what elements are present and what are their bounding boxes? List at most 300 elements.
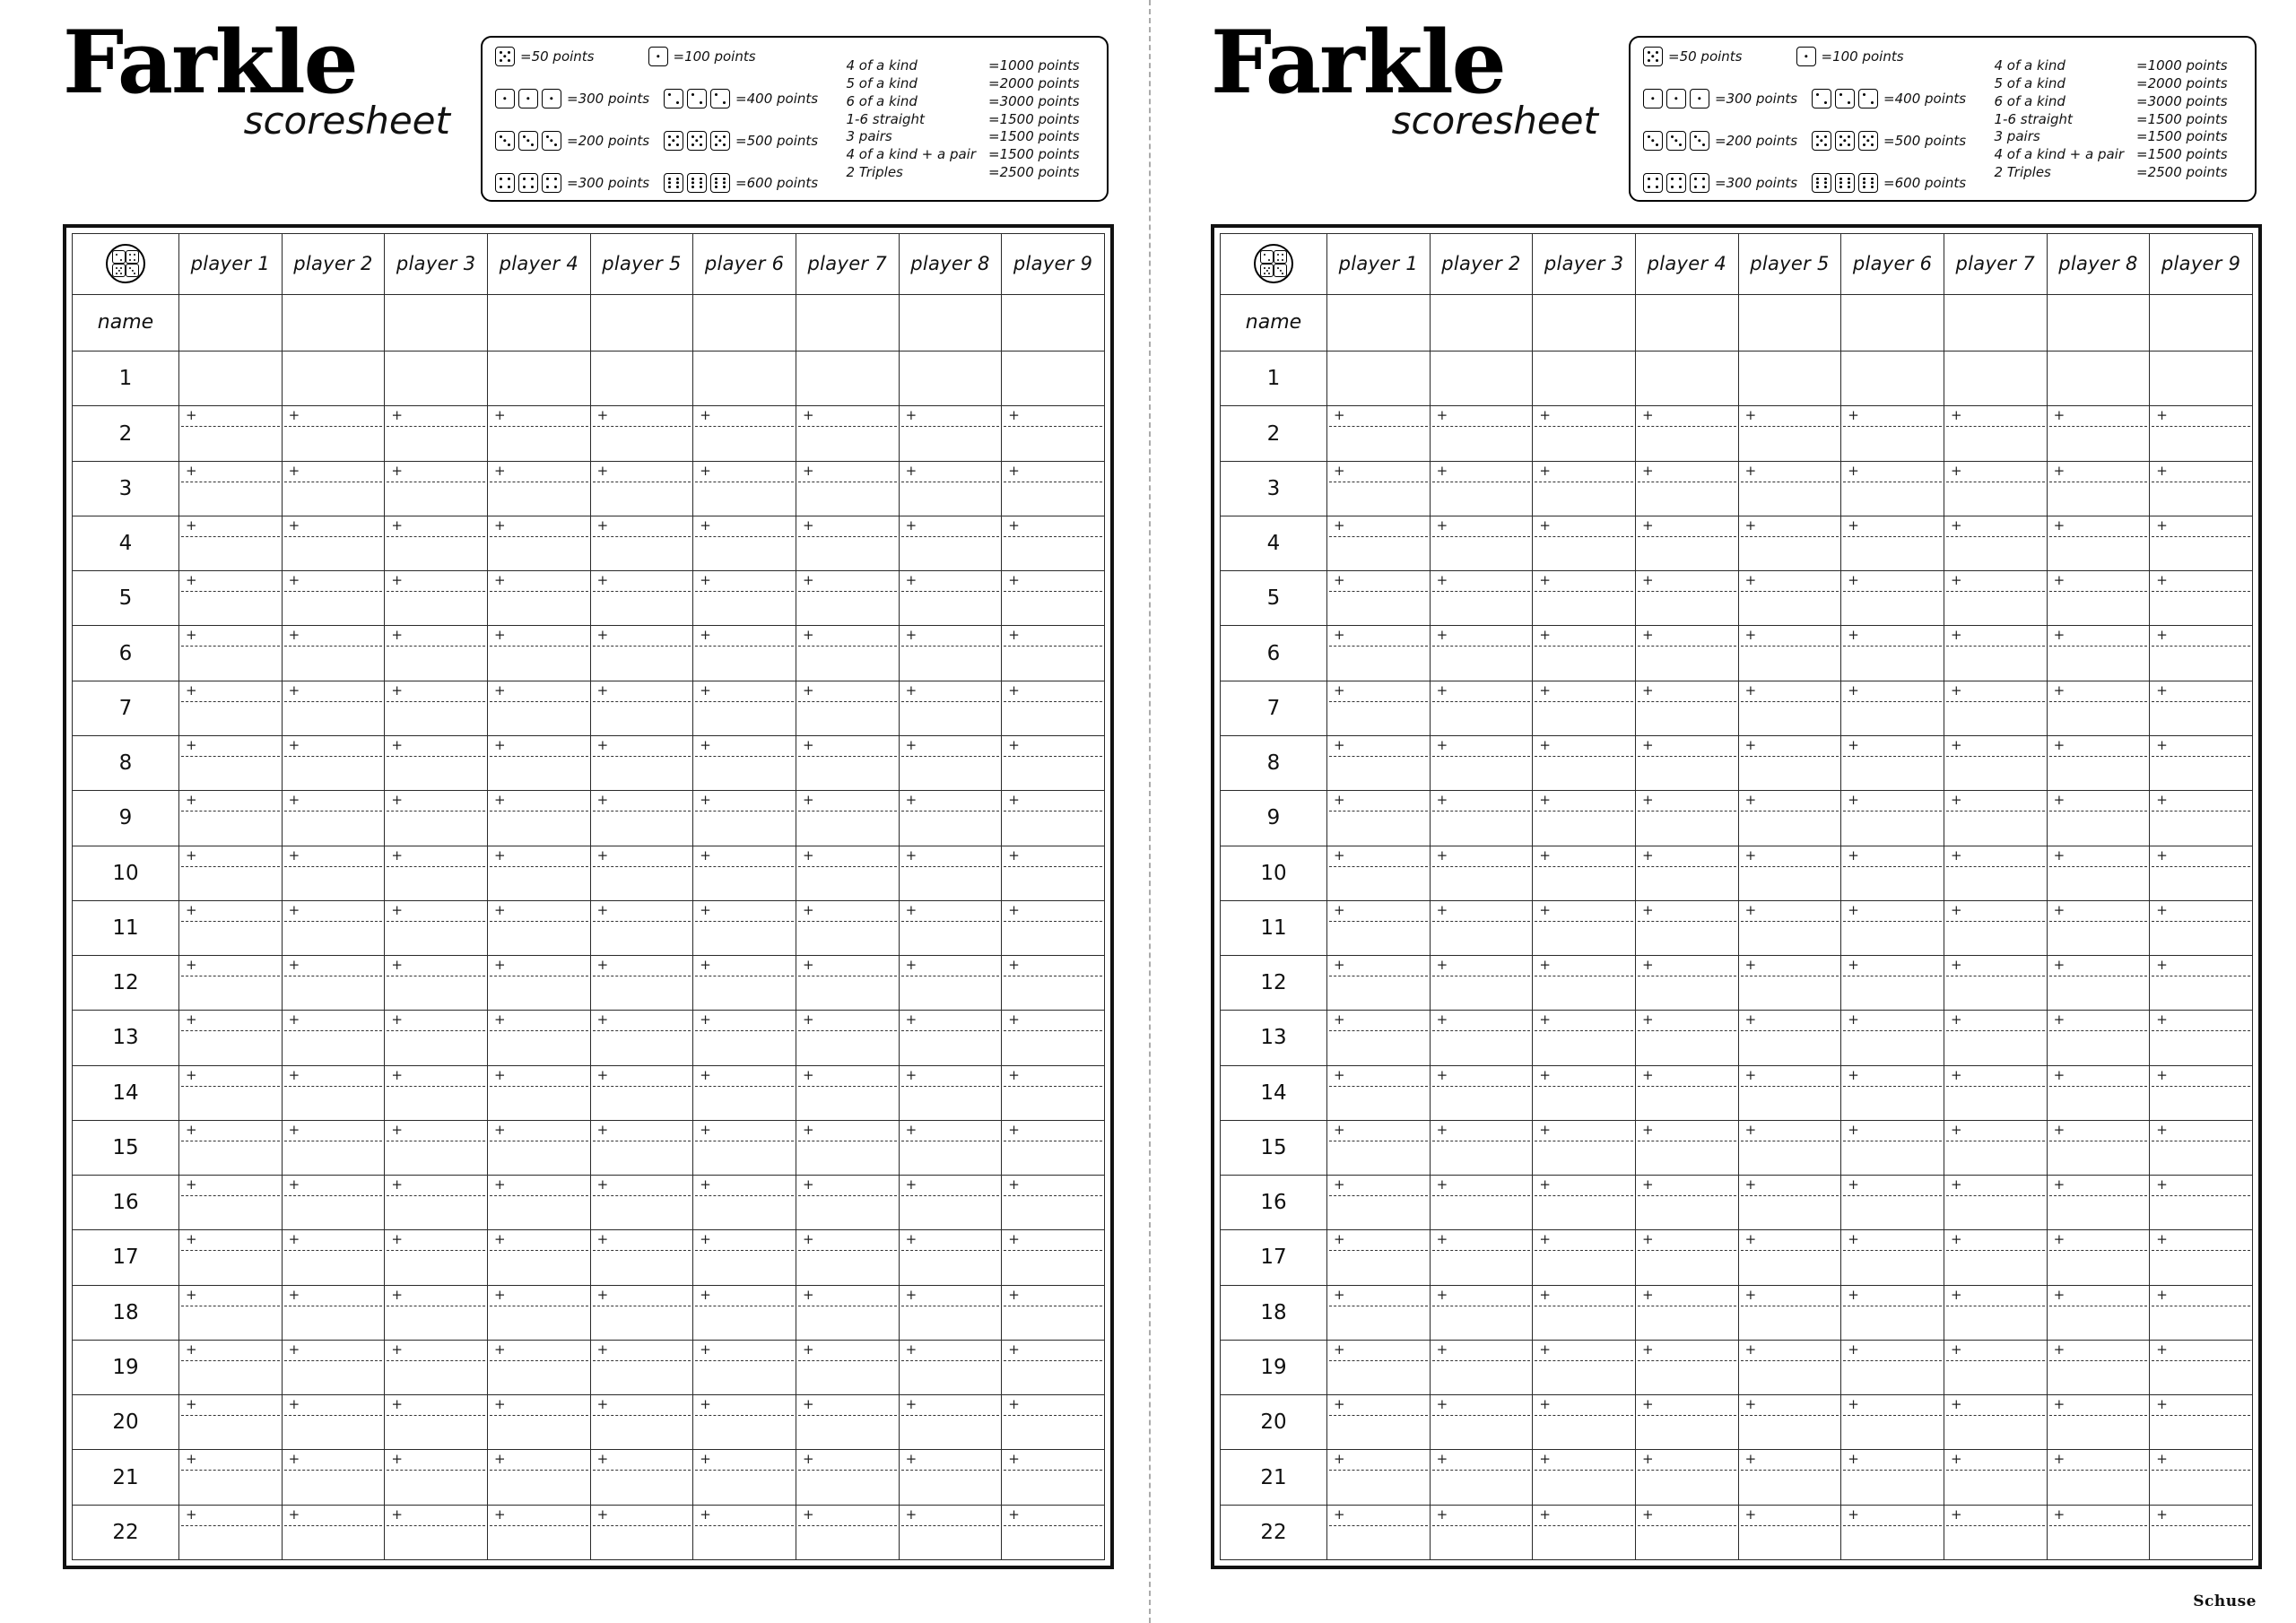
score-cell-r2-p3[interactable]: + [385,406,488,461]
score-cell-r6-p6[interactable]: + [1841,626,1944,681]
score-cell-r18-p7[interactable]: + [796,1285,899,1340]
score-cell-r14-p9[interactable]: + [2150,1065,2253,1120]
score-cell-r22-p6[interactable]: + [1841,1505,1944,1559]
score-cell-r8-p9[interactable]: + [2150,735,2253,790]
score-cell-r6-p5[interactable]: + [590,626,693,681]
score-cell-r4-p8[interactable]: + [2047,516,2150,570]
score-cell-r8-p3[interactable]: + [1533,735,1636,790]
score-cell-r15-p7[interactable]: + [1944,1120,2047,1175]
score-cell-r22-p1[interactable]: + [1327,1505,1431,1559]
score-cell-r7-p5[interactable]: + [590,681,693,735]
score-cell-r5-p9[interactable]: + [1002,571,1105,626]
score-cell-r2-p9[interactable]: + [1002,406,1105,461]
score-cell-r16-p3[interactable]: + [385,1176,488,1230]
score-cell-r11-p1[interactable]: + [1327,900,1431,955]
score-cell-r19-p1[interactable]: + [1327,1340,1431,1394]
score-cell-r12-p7[interactable]: + [796,956,899,1011]
score-cell-r15-p6[interactable]: + [693,1120,796,1175]
score-cell-r12-p5[interactable]: + [1738,956,1841,1011]
score-cell-r13-p6[interactable]: + [1841,1011,1944,1065]
score-cell-r3-p7[interactable]: + [1944,461,2047,516]
score-cell-r6-p1[interactable]: + [1327,626,1431,681]
score-cell-r2-p1[interactable]: + [1327,406,1431,461]
score-cell-r15-p8[interactable]: + [899,1120,1002,1175]
score-cell-r18-p3[interactable]: + [1533,1285,1636,1340]
score-cell-r4-p4[interactable]: + [1635,516,1738,570]
score-cell-r2-p8[interactable]: + [899,406,1002,461]
score-cell-r8-p3[interactable]: + [385,735,488,790]
column-header-player-6[interactable]: player 6 [693,234,796,295]
score-cell-r7-p4[interactable]: + [1635,681,1738,735]
score-cell-r20-p3[interactable]: + [385,1395,488,1450]
score-cell-r3-p2[interactable]: + [1430,461,1533,516]
score-cell-r2-p9[interactable]: + [2150,406,2253,461]
score-cell-r5-p1[interactable]: + [1327,571,1431,626]
score-cell-r16-p8[interactable]: + [899,1176,1002,1230]
column-header-player-1[interactable]: player 1 [1327,234,1431,295]
name-input-cell-player-7[interactable] [796,294,899,351]
score-cell-r5-p6[interactable]: + [1841,571,1944,626]
score-cell-r16-p5[interactable]: + [1738,1176,1841,1230]
score-cell-r10-p5[interactable]: + [590,846,693,900]
score-cell-r2-p6[interactable]: + [1841,406,1944,461]
score-cell-r3-p2[interactable]: + [282,461,385,516]
score-cell-r1-p3[interactable] [1533,352,1636,406]
score-cell-r13-p2[interactable]: + [282,1011,385,1065]
score-cell-r10-p3[interactable]: + [1533,846,1636,900]
score-cell-r14-p2[interactable]: + [1430,1065,1533,1120]
score-cell-r6-p1[interactable]: + [179,626,283,681]
score-cell-r14-p3[interactable]: + [385,1065,488,1120]
score-cell-r15-p3[interactable]: + [1533,1120,1636,1175]
score-cell-r11-p6[interactable]: + [1841,900,1944,955]
column-header-player-9[interactable]: player 9 [2150,234,2253,295]
score-cell-r10-p9[interactable]: + [1002,846,1105,900]
score-cell-r16-p3[interactable]: + [1533,1176,1636,1230]
score-cell-r19-p6[interactable]: + [693,1340,796,1394]
score-cell-r14-p9[interactable]: + [1002,1065,1105,1120]
score-cell-r17-p4[interactable]: + [487,1230,590,1285]
score-cell-r17-p9[interactable]: + [1002,1230,1105,1285]
score-cell-r9-p1[interactable]: + [179,791,283,846]
score-cell-r16-p9[interactable]: + [1002,1176,1105,1230]
score-cell-r1-p5[interactable] [590,352,693,406]
score-cell-r12-p5[interactable]: + [590,956,693,1011]
score-cell-r5-p5[interactable]: + [590,571,693,626]
score-cell-r21-p9[interactable]: + [2150,1450,2253,1505]
score-cell-r22-p3[interactable]: + [1533,1505,1636,1559]
score-cell-r8-p8[interactable]: + [2047,735,2150,790]
score-cell-r7-p6[interactable]: + [693,681,796,735]
score-cell-r16-p5[interactable]: + [590,1176,693,1230]
score-cell-r7-p8[interactable]: + [2047,681,2150,735]
score-cell-r22-p5[interactable]: + [1738,1505,1841,1559]
score-cell-r19-p5[interactable]: + [590,1340,693,1394]
score-cell-r6-p4[interactable]: + [1635,626,1738,681]
score-cell-r4-p1[interactable]: + [179,516,283,570]
score-cell-r9-p8[interactable]: + [899,791,1002,846]
score-cell-r2-p5[interactable]: + [1738,406,1841,461]
column-header-player-4[interactable]: player 4 [1635,234,1738,295]
score-cell-r10-p4[interactable]: + [487,846,590,900]
score-cell-r6-p6[interactable]: + [693,626,796,681]
score-cell-r16-p8[interactable]: + [2047,1176,2150,1230]
score-cell-r21-p4[interactable]: + [1635,1450,1738,1505]
score-cell-r11-p9[interactable]: + [1002,900,1105,955]
score-cell-r22-p4[interactable]: + [1635,1505,1738,1559]
score-cell-r19-p2[interactable]: + [282,1340,385,1394]
score-cell-r7-p7[interactable]: + [796,681,899,735]
score-cell-r19-p2[interactable]: + [1430,1340,1533,1394]
score-cell-r11-p6[interactable]: + [693,900,796,955]
score-cell-r9-p9[interactable]: + [1002,791,1105,846]
score-cell-r8-p8[interactable]: + [899,735,1002,790]
score-cell-r21-p1[interactable]: + [1327,1450,1431,1505]
score-cell-r4-p6[interactable]: + [1841,516,1944,570]
score-cell-r19-p4[interactable]: + [1635,1340,1738,1394]
score-cell-r18-p4[interactable]: + [1635,1285,1738,1340]
score-cell-r2-p1[interactable]: + [179,406,283,461]
name-input-cell-player-7[interactable] [1944,294,2047,351]
score-cell-r1-p1[interactable] [179,352,283,406]
score-cell-r4-p9[interactable]: + [1002,516,1105,570]
score-cell-r13-p9[interactable]: + [2150,1011,2253,1065]
score-cell-r12-p7[interactable]: + [1944,956,2047,1011]
column-header-player-2[interactable]: player 2 [1430,234,1533,295]
score-cell-r15-p6[interactable]: + [1841,1120,1944,1175]
name-input-cell-player-6[interactable] [693,294,796,351]
score-cell-r8-p2[interactable]: + [1430,735,1533,790]
score-cell-r4-p6[interactable]: + [693,516,796,570]
score-cell-r22-p6[interactable]: + [693,1505,796,1559]
score-cell-r11-p2[interactable]: + [1430,900,1533,955]
score-cell-r15-p9[interactable]: + [1002,1120,1105,1175]
score-cell-r10-p1[interactable]: + [1327,846,1431,900]
score-cell-r1-p4[interactable] [1635,352,1738,406]
score-cell-r12-p6[interactable]: + [1841,956,1944,1011]
score-cell-r15-p1[interactable]: + [1327,1120,1431,1175]
score-cell-r10-p1[interactable]: + [179,846,283,900]
score-cell-r20-p6[interactable]: + [693,1395,796,1450]
score-cell-r4-p5[interactable]: + [1738,516,1841,570]
score-cell-r20-p7[interactable]: + [796,1395,899,1450]
score-cell-r18-p9[interactable]: + [1002,1285,1105,1340]
score-cell-r17-p1[interactable]: + [179,1230,283,1285]
score-cell-r1-p3[interactable] [385,352,488,406]
score-cell-r21-p8[interactable]: + [899,1450,1002,1505]
score-cell-r21-p6[interactable]: + [693,1450,796,1505]
score-cell-r20-p1[interactable]: + [1327,1395,1431,1450]
score-cell-r14-p4[interactable]: + [487,1065,590,1120]
score-cell-r5-p7[interactable]: + [1944,571,2047,626]
score-cell-r16-p4[interactable]: + [487,1176,590,1230]
score-cell-r22-p9[interactable]: + [2150,1505,2253,1559]
score-cell-r11-p7[interactable]: + [796,900,899,955]
score-cell-r5-p2[interactable]: + [1430,571,1533,626]
score-cell-r14-p3[interactable]: + [1533,1065,1636,1120]
column-header-player-4[interactable]: player 4 [487,234,590,295]
score-cell-r22-p3[interactable]: + [385,1505,488,1559]
score-cell-r13-p8[interactable]: + [899,1011,1002,1065]
name-input-cell-player-4[interactable] [487,294,590,351]
score-cell-r21-p9[interactable]: + [1002,1450,1105,1505]
score-cell-r11-p2[interactable]: + [282,900,385,955]
score-cell-r19-p7[interactable]: + [1944,1340,2047,1394]
score-cell-r4-p2[interactable]: + [282,516,385,570]
score-cell-r2-p8[interactable]: + [2047,406,2150,461]
name-input-cell-player-6[interactable] [1841,294,1944,351]
score-cell-r7-p8[interactable]: + [899,681,1002,735]
score-cell-r9-p7[interactable]: + [796,791,899,846]
score-cell-r15-p2[interactable]: + [1430,1120,1533,1175]
column-header-player-7[interactable]: player 7 [1944,234,2047,295]
score-cell-r14-p1[interactable]: + [179,1065,283,1120]
score-cell-r1-p4[interactable] [487,352,590,406]
score-cell-r6-p9[interactable]: + [1002,626,1105,681]
score-cell-r7-p5[interactable]: + [1738,681,1841,735]
score-cell-r17-p6[interactable]: + [693,1230,796,1285]
score-cell-r20-p8[interactable]: + [899,1395,1002,1450]
score-cell-r4-p7[interactable]: + [796,516,899,570]
score-cell-r3-p3[interactable]: + [385,461,488,516]
score-cell-r2-p4[interactable]: + [487,406,590,461]
score-cell-r17-p8[interactable]: + [2047,1230,2150,1285]
score-cell-r6-p5[interactable]: + [1738,626,1841,681]
score-cell-r9-p2[interactable]: + [282,791,385,846]
column-header-player-7[interactable]: player 7 [796,234,899,295]
score-cell-r4-p3[interactable]: + [1533,516,1636,570]
score-cell-r3-p4[interactable]: + [1635,461,1738,516]
score-cell-r13-p3[interactable]: + [1533,1011,1636,1065]
score-cell-r1-p7[interactable] [1944,352,2047,406]
column-header-player-5[interactable]: player 5 [590,234,693,295]
score-cell-r13-p1[interactable]: + [179,1011,283,1065]
score-cell-r13-p1[interactable]: + [1327,1011,1431,1065]
score-cell-r15-p7[interactable]: + [796,1120,899,1175]
score-cell-r13-p7[interactable]: + [1944,1011,2047,1065]
score-cell-r4-p8[interactable]: + [899,516,1002,570]
score-cell-r16-p2[interactable]: + [1430,1176,1533,1230]
score-cell-r4-p2[interactable]: + [1430,516,1533,570]
score-cell-r18-p4[interactable]: + [487,1285,590,1340]
score-cell-r6-p3[interactable]: + [1533,626,1636,681]
score-cell-r1-p9[interactable] [2150,352,2253,406]
score-cell-r21-p5[interactable]: + [590,1450,693,1505]
score-cell-r1-p6[interactable] [1841,352,1944,406]
name-input-cell-player-4[interactable] [1635,294,1738,351]
score-cell-r21-p8[interactable]: + [2047,1450,2150,1505]
column-header-player-6[interactable]: player 6 [1841,234,1944,295]
score-cell-r10-p8[interactable]: + [899,846,1002,900]
score-cell-r10-p7[interactable]: + [1944,846,2047,900]
column-header-player-8[interactable]: player 8 [899,234,1002,295]
score-cell-r19-p7[interactable]: + [796,1340,899,1394]
score-cell-r3-p9[interactable]: + [1002,461,1105,516]
score-cell-r15-p3[interactable]: + [385,1120,488,1175]
score-cell-r9-p5[interactable]: + [1738,791,1841,846]
score-cell-r17-p4[interactable]: + [1635,1230,1738,1285]
score-cell-r1-p5[interactable] [1738,352,1841,406]
score-cell-r4-p9[interactable]: + [2150,516,2253,570]
column-header-player-5[interactable]: player 5 [1738,234,1841,295]
score-cell-r17-p3[interactable]: + [1533,1230,1636,1285]
score-cell-r18-p2[interactable]: + [282,1285,385,1340]
score-cell-r10-p3[interactable]: + [385,846,488,900]
score-cell-r20-p4[interactable]: + [487,1395,590,1450]
column-header-player-2[interactable]: player 2 [282,234,385,295]
score-cell-r5-p4[interactable]: + [487,571,590,626]
name-input-cell-player-9[interactable] [2150,294,2253,351]
score-cell-r18-p2[interactable]: + [1430,1285,1533,1340]
score-cell-r12-p8[interactable]: + [2047,956,2150,1011]
score-cell-r20-p9[interactable]: + [1002,1395,1105,1450]
score-cell-r7-p7[interactable]: + [1944,681,2047,735]
score-cell-r21-p4[interactable]: + [487,1450,590,1505]
score-cell-r10-p2[interactable]: + [1430,846,1533,900]
score-cell-r7-p3[interactable]: + [385,681,488,735]
score-cell-r7-p9[interactable]: + [2150,681,2253,735]
score-cell-r3-p4[interactable]: + [487,461,590,516]
score-cell-r19-p3[interactable]: + [1533,1340,1636,1394]
score-cell-r8-p5[interactable]: + [590,735,693,790]
score-cell-r2-p7[interactable]: + [796,406,899,461]
score-cell-r16-p2[interactable]: + [282,1176,385,1230]
score-cell-r21-p3[interactable]: + [385,1450,488,1505]
score-cell-r3-p1[interactable]: + [1327,461,1431,516]
score-cell-r12-p6[interactable]: + [693,956,796,1011]
score-cell-r11-p3[interactable]: + [385,900,488,955]
score-cell-r20-p7[interactable]: + [1944,1395,2047,1450]
score-cell-r19-p8[interactable]: + [2047,1340,2150,1394]
score-cell-r3-p3[interactable]: + [1533,461,1636,516]
score-cell-r12-p2[interactable]: + [1430,956,1533,1011]
name-input-cell-player-1[interactable] [179,294,283,351]
score-cell-r22-p7[interactable]: + [796,1505,899,1559]
score-cell-r14-p6[interactable]: + [1841,1065,1944,1120]
score-cell-r17-p7[interactable]: + [1944,1230,2047,1285]
score-cell-r21-p7[interactable]: + [796,1450,899,1505]
score-cell-r22-p7[interactable]: + [1944,1505,2047,1559]
score-cell-r17-p8[interactable]: + [899,1230,1002,1285]
score-cell-r10-p7[interactable]: + [796,846,899,900]
score-cell-r21-p3[interactable]: + [1533,1450,1636,1505]
score-cell-r3-p6[interactable]: + [1841,461,1944,516]
score-cell-r22-p5[interactable]: + [590,1505,693,1559]
score-cell-r2-p5[interactable]: + [590,406,693,461]
score-cell-r6-p8[interactable]: + [899,626,1002,681]
score-cell-r17-p9[interactable]: + [2150,1230,2253,1285]
score-cell-r15-p9[interactable]: + [2150,1120,2253,1175]
score-cell-r13-p9[interactable]: + [1002,1011,1105,1065]
score-cell-r20-p4[interactable]: + [1635,1395,1738,1450]
score-cell-r7-p4[interactable]: + [487,681,590,735]
score-cell-r17-p3[interactable]: + [385,1230,488,1285]
score-cell-r18-p1[interactable]: + [179,1285,283,1340]
column-header-player-3[interactable]: player 3 [1533,234,1636,295]
score-cell-r20-p9[interactable]: + [2150,1395,2253,1450]
score-cell-r9-p2[interactable]: + [1430,791,1533,846]
score-cell-r12-p4[interactable]: + [1635,956,1738,1011]
score-cell-r16-p6[interactable]: + [1841,1176,1944,1230]
score-cell-r20-p5[interactable]: + [590,1395,693,1450]
score-cell-r3-p1[interactable]: + [179,461,283,516]
score-cell-r6-p2[interactable]: + [1430,626,1533,681]
score-cell-r8-p7[interactable]: + [1944,735,2047,790]
score-cell-r8-p4[interactable]: + [487,735,590,790]
score-cell-r15-p5[interactable]: + [1738,1120,1841,1175]
score-cell-r11-p4[interactable]: + [487,900,590,955]
score-cell-r13-p2[interactable]: + [1430,1011,1533,1065]
score-cell-r17-p2[interactable]: + [282,1230,385,1285]
score-cell-r1-p2[interactable] [1430,352,1533,406]
score-cell-r9-p1[interactable]: + [1327,791,1431,846]
score-cell-r16-p1[interactable]: + [179,1176,283,1230]
score-cell-r4-p4[interactable]: + [487,516,590,570]
score-cell-r22-p2[interactable]: + [282,1505,385,1559]
score-cell-r15-p4[interactable]: + [1635,1120,1738,1175]
score-cell-r1-p1[interactable] [1327,352,1431,406]
column-header-player-8[interactable]: player 8 [2047,234,2150,295]
score-cell-r18-p6[interactable]: + [693,1285,796,1340]
score-cell-r12-p4[interactable]: + [487,956,590,1011]
score-cell-r22-p8[interactable]: + [899,1505,1002,1559]
column-header-player-9[interactable]: player 9 [1002,234,1105,295]
score-cell-r10-p4[interactable]: + [1635,846,1738,900]
name-input-cell-player-9[interactable] [1002,294,1105,351]
score-cell-r18-p8[interactable]: + [899,1285,1002,1340]
score-cell-r10-p9[interactable]: + [2150,846,2253,900]
score-cell-r15-p1[interactable]: + [179,1120,283,1175]
score-cell-r20-p8[interactable]: + [2047,1395,2150,1450]
score-cell-r7-p2[interactable]: + [282,681,385,735]
score-cell-r16-p4[interactable]: + [1635,1176,1738,1230]
score-cell-r22-p9[interactable]: + [1002,1505,1105,1559]
score-cell-r19-p8[interactable]: + [899,1340,1002,1394]
score-cell-r17-p7[interactable]: + [796,1230,899,1285]
score-cell-r5-p5[interactable]: + [1738,571,1841,626]
score-cell-r18-p5[interactable]: + [1738,1285,1841,1340]
score-cell-r21-p2[interactable]: + [282,1450,385,1505]
score-cell-r9-p4[interactable]: + [487,791,590,846]
score-cell-r21-p5[interactable]: + [1738,1450,1841,1505]
score-cell-r6-p9[interactable]: + [2150,626,2253,681]
score-cell-r19-p1[interactable]: + [179,1340,283,1394]
score-cell-r21-p6[interactable]: + [1841,1450,1944,1505]
score-cell-r17-p5[interactable]: + [1738,1230,1841,1285]
score-cell-r1-p6[interactable] [693,352,796,406]
score-cell-r9-p8[interactable]: + [2047,791,2150,846]
score-cell-r18-p5[interactable]: + [590,1285,693,1340]
score-cell-r1-p7[interactable] [796,352,899,406]
score-cell-r8-p6[interactable]: + [693,735,796,790]
score-cell-r8-p6[interactable]: + [1841,735,1944,790]
score-cell-r2-p7[interactable]: + [1944,406,2047,461]
score-cell-r5-p8[interactable]: + [2047,571,2150,626]
score-cell-r8-p9[interactable]: + [1002,735,1105,790]
score-cell-r5-p8[interactable]: + [899,571,1002,626]
score-cell-r18-p8[interactable]: + [2047,1285,2150,1340]
score-cell-r17-p2[interactable]: + [1430,1230,1533,1285]
score-cell-r9-p3[interactable]: + [1533,791,1636,846]
score-cell-r4-p1[interactable]: + [1327,516,1431,570]
name-input-cell-player-3[interactable] [1533,294,1636,351]
score-cell-r4-p7[interactable]: + [1944,516,2047,570]
name-input-cell-player-5[interactable] [1738,294,1841,351]
score-cell-r16-p7[interactable]: + [796,1176,899,1230]
score-cell-r12-p3[interactable]: + [1533,956,1636,1011]
score-cell-r19-p4[interactable]: + [487,1340,590,1394]
score-cell-r5-p9[interactable]: + [2150,571,2253,626]
